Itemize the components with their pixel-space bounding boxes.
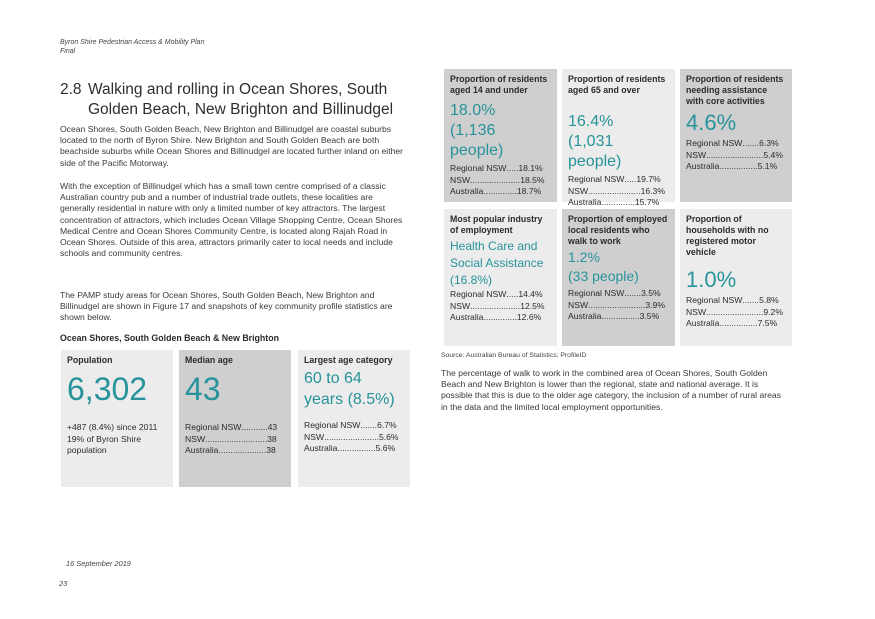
stat-region: Regional NSW [450,163,507,173]
stat-value: 6.7% [377,420,397,430]
stat-row: Australia....................38 [185,445,276,455]
age-14-under-value [450,101,551,161]
largest-age-value-line2: years (8.5%) [304,391,395,408]
stat-row: NSW........................3.9% [568,299,665,310]
walk-to-work-value [568,248,669,286]
stat-row: Regional NSW.......6.3% [686,138,779,148]
stat-region: NSW [568,185,589,196]
stat-value: 9.2% [763,306,783,317]
industry-value-line2: Social Assistance [450,256,544,270]
paragraph-study-areas: The PAMP study areas for Ocean Shores, South Golden Beach, New Brighton and Billinudgel are shown in Figure 17 and snapshots of key community profile statistics are shown below. [60,290,393,323]
walk-to-work-people: (33 people) [568,268,639,284]
stat-row: Australia..............15.7% [568,197,660,207]
stat-value: 38 [266,445,276,455]
core-assistance-value: 4.6% [686,110,737,135]
stat-region: NSW [686,149,707,160]
age-14-under-box [444,69,557,202]
section-number: 2.8 [60,81,82,98]
no-vehicle-box [680,209,792,346]
stat-row: NSW........................5.4% [686,149,783,160]
stat-value: 5.6% [378,431,399,442]
footer-date: 16 September 2019 [66,559,131,568]
industry-value [450,238,551,289]
population-label: Population [67,355,113,365]
header-status: Final [60,48,76,55]
stat-region: Regional NSW [686,138,743,148]
stat-region: NSW [185,433,206,444]
stat-row: Australia................5.1% [686,161,778,171]
stat-region: Australia [686,318,720,328]
stat-region: Australia [568,311,602,321]
stat-region: NSW [450,300,471,311]
paragraph-attractors: With the exception of Billinudgel which has a small town centre comprised of a classic Australian country pub and a number of industrial trade outlets, these localities are generally residential in nature with only a limited number of key attractors. The largest concentration of attractors, which includes Ocean Village Shopping Centre, Ocean Shores Medical Centre and Ocean Shores Community Centre, is located along Rajah Road in Ocean Shores. Outside of this area, attractors primarily cater to local needs and include schools and community centres. [60,181,403,259]
stat-value: 16.3% [640,185,665,196]
industry-value-line3: (16.8%) [450,273,493,287]
stat-value: 38 [267,433,277,444]
stat-value: 19.7% [636,174,661,184]
header-title: Byron Shire Pedestrian Access & Mobility Plan [60,39,205,46]
industry-label: Most popular industry of employment [450,214,543,235]
stat-row: Australia................5.6% [304,443,396,453]
stat-value: 3.5% [641,288,661,298]
population-value: 6,302 [67,371,148,407]
stat-region: Regional NSW [450,289,507,299]
age-65-over-percent: 16.4% [568,113,614,130]
stat-value: 5.4% [763,149,783,160]
stat-region: NSW [568,299,589,310]
age-14-under-people: (1,136 people) [450,122,504,159]
population-box [61,350,173,487]
stat-row: NSW..........................38 [185,433,277,444]
no-vehicle-label: Proportion of households with no registered motor vehicle [686,214,769,257]
stat-row: Australia................7.5% [686,318,778,328]
core-assistance-box [680,69,792,202]
stat-row: Regional NSW.....18.1% [450,163,543,173]
stat-value: 14.4% [518,289,543,299]
section-title-line1: Walking and rolling in Ocean Shores, South [88,81,388,98]
stat-value: 18.1% [518,163,543,173]
stat-value: 15.7% [634,197,660,207]
subheading: Ocean Shores, South Golden Beach & New Brighton [60,333,279,343]
stat-row: NSW.......................5.6% [304,431,399,442]
stat-value: 7.5% [757,318,778,328]
stat-region: Regional NSW [304,420,361,430]
stat-value: 5.1% [757,161,778,171]
stat-row: Regional NSW.......3.5% [568,288,661,298]
largest-age-value-line1: 60 to 64 [304,370,362,387]
stat-row: Regional NSW.......6.7% [304,420,397,430]
stat-region: Australia [185,445,219,455]
industry-value-line1: Health Care and [450,239,538,253]
stat-value: 5.6% [375,443,396,453]
stat-region: Regional NSW [686,295,743,305]
largest-age-box [298,350,410,487]
paragraph-intro: Ocean Shores, South Golden Beach, New Brighton and Billinudgel are coastal suburbs located to the north of Byron Shire. New Brighton and South Golden Beach are both beachside suburbs while Ocean Shores and Billinudgel are located further inland on either side of the Pacific Motorway. [60,124,404,168]
section-title [60,80,420,120]
stat-row: NSW.....................18.5% [450,174,545,185]
age-14-under-percent: 18.0% [450,102,496,119]
stat-row: NSW.....................12.5% [450,300,545,311]
age-65-over-people: (1,031 people) [568,133,622,170]
core-assistance-label: Proportion of residents needing assistance with core activities [686,74,784,106]
no-vehicle-value: 1.0% [686,267,737,292]
stat-value: 43 [267,422,278,432]
paragraph-walk-to-work: The percentage of walk to work in the combined area of Ocean Shores, South Golden Beach and New Brighton is lower than the regional, state and national average. It is possible that this is due to the older age category, the inclusion of a number of rural areas in the data and the limited local employment opportunities. [441,368,781,412]
stat-region: Australia [304,443,338,453]
stat-value: 3.9% [645,299,665,310]
stat-region: Australia [450,312,484,322]
source-note: Source: Australian Bureau of Statistics; ProfileID [441,352,587,359]
age-65-over-value [568,112,669,172]
median-age-box [179,350,291,487]
document-header [60,38,204,56]
age-65-over-box [562,69,675,207]
population-change: +487 (8.4%) since 2011 [67,422,158,432]
walk-to-work-percent: 1.2% [568,249,600,265]
page-number: 23 [59,579,68,588]
stat-region: NSW [304,431,325,442]
walk-to-work-box [562,209,675,346]
stat-value: 12.5% [520,300,545,311]
stat-region: NSW [450,174,471,185]
stat-row: Regional NSW.....14.4% [450,289,543,299]
stat-row: Australia..............18.7% [450,186,542,196]
walk-to-work-label: Proportion of employed local residents who walk to work [568,214,668,246]
stat-row: NSW......................16.3% [568,185,665,196]
age-65-over-label: Proportion of residents aged 65 and over [568,74,666,95]
age-14-under-label: Proportion of residents aged 14 and under [450,74,548,95]
largest-age-label: Largest age category [304,355,393,365]
population-share-cont: population [67,445,107,455]
stat-region: Regional NSW [568,174,625,184]
largest-age-value [304,368,404,410]
stat-value: 18.7% [516,186,542,196]
median-age-label: Median age [185,355,233,365]
stat-row: Australia..............12.6% [450,312,542,322]
median-age-value: 43 [185,371,221,407]
stat-value: 12.6% [516,312,542,322]
stat-row: Regional NSW.....19.7% [568,174,661,184]
section-title-line2: Golden Beach, New Brighton and Billinudgel [88,101,394,118]
population-share: 19% of Byron Shire [67,433,142,444]
stat-region: Regional NSW [568,288,625,298]
stat-row: NSW........................9.2% [686,306,783,317]
stat-region: Regional NSW [185,422,242,432]
stat-region: Australia [450,186,484,196]
stat-region: NSW [686,306,707,317]
stat-row: Australia................3.5% [568,311,660,321]
stat-value: 3.5% [639,311,660,321]
stat-region: Australia [686,161,720,171]
stat-value: 18.5% [520,174,545,185]
stat-value: 5.8% [759,295,779,305]
stat-row: Regional NSW...........43 [185,422,278,432]
industry-box [444,209,557,346]
stat-value: 6.3% [759,138,779,148]
stat-row: Regional NSW.......5.8% [686,295,779,305]
stat-region: Australia [568,197,602,207]
